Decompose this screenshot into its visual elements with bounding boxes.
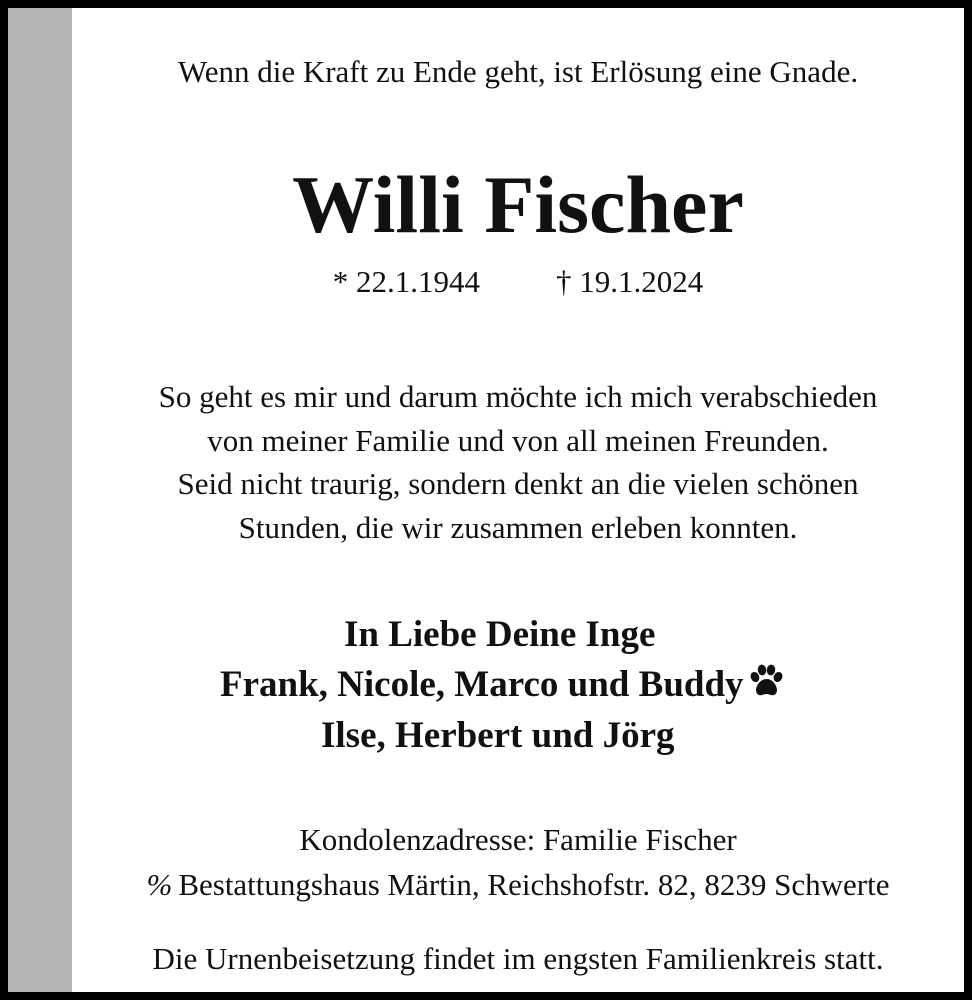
funeral-home-line: Bestattungshaus Märtin, Reichshofstr. 82, 8239 Schwerte bbox=[178, 867, 890, 902]
signature-line: In Liebe Deine Inge bbox=[344, 614, 656, 655]
death-date: † 19.1.2024 bbox=[556, 264, 704, 299]
signature-line: Frank, Nicole, Marco und Buddy bbox=[220, 664, 744, 705]
farewell-line: von meiner Familie und von all meinen Freunden. bbox=[207, 422, 829, 458]
farewell-line: Seid nicht traurig, sondern denkt an die vielen schönen bbox=[177, 466, 859, 501]
farewell-text bbox=[72, 375, 964, 549]
care-of-symbol: % bbox=[146, 867, 173, 902]
life-dates bbox=[72, 260, 964, 304]
birth-date: * 22.1.1944 bbox=[332, 264, 480, 299]
motto-line: Wenn die Kraft zu Ende geht, ist Erlösung eine Gnade. bbox=[177, 54, 859, 89]
condolence-address-line: Kondolenzadresse: Familie Fischer bbox=[299, 822, 737, 857]
deceased-name: Willi Fischer bbox=[292, 159, 744, 250]
funeral-home-address bbox=[72, 863, 964, 907]
farewell-line: So geht es mir und darum möchte ich mich verabschieden bbox=[158, 379, 878, 414]
closing-line: Die Urnenbeisetzung findet im engsten Familienkreis statt. bbox=[152, 941, 884, 976]
signature-line-with-paw bbox=[220, 660, 784, 710]
signature-line: Ilse, Herbert und Jörg bbox=[321, 715, 675, 756]
paw-print-icon bbox=[748, 664, 784, 698]
decorative-side-bar bbox=[8, 8, 72, 992]
notice-content bbox=[72, 8, 964, 992]
farewell-line: Stunden, die wir zusammen erleben konnten. bbox=[238, 509, 798, 545]
